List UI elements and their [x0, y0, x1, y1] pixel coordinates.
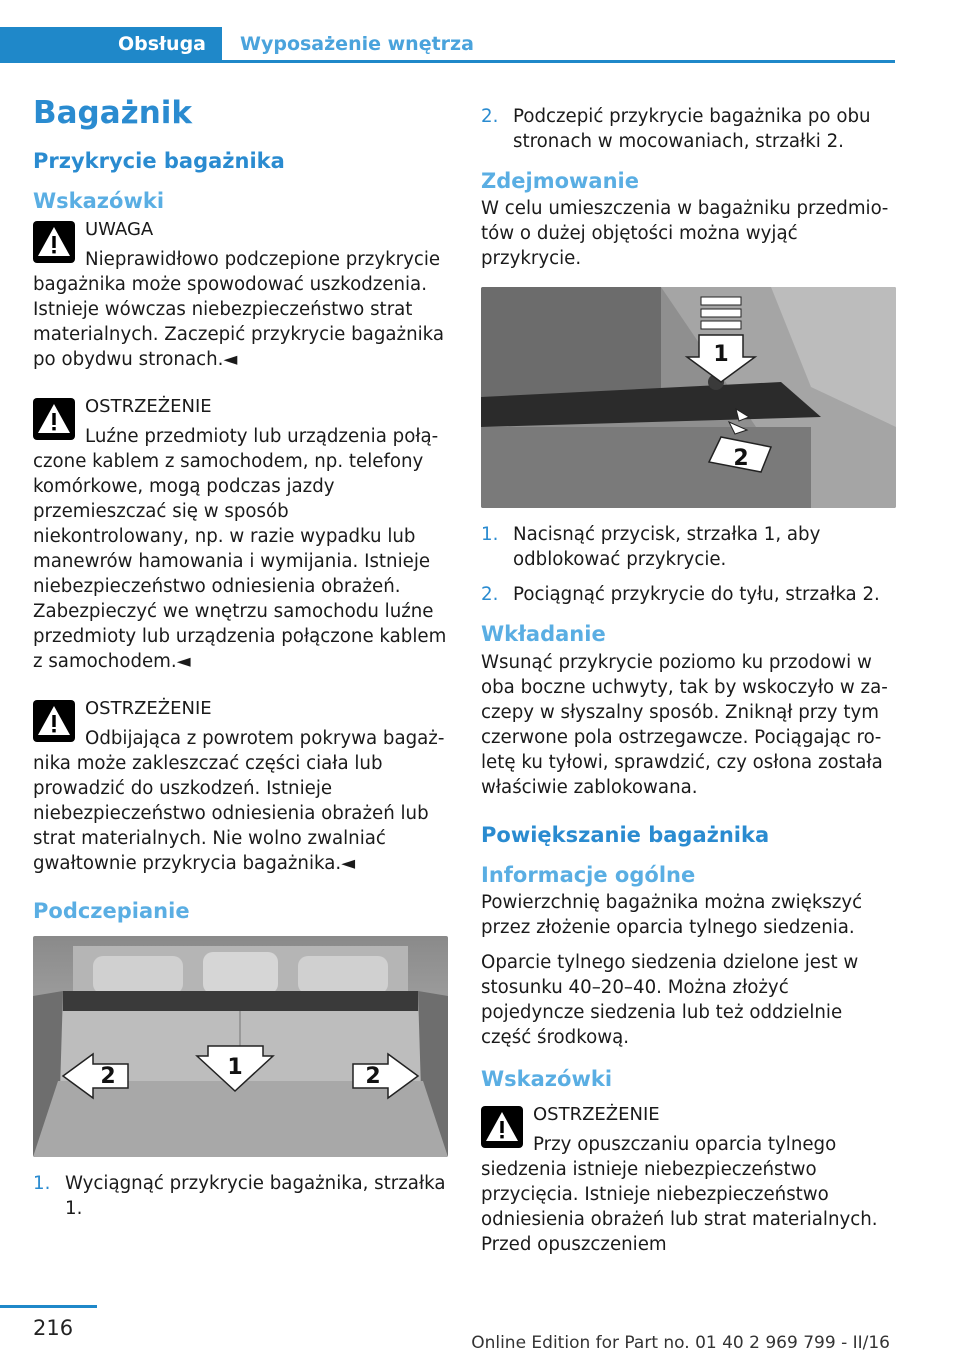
- warning-block-1: [33, 217, 448, 372]
- tab-wyposazenie[interactable]: Wyposażenie wnętrza: [240, 32, 474, 55]
- warning-block-4: [481, 1102, 896, 1257]
- general-text-1: Powierzchnię bagażnika można zwiększyć przez złożenie oparcia tylnego siedzenia.: [481, 892, 863, 938]
- arrow-label: 1: [713, 342, 729, 368]
- notes-heading: Wskazówki: [33, 189, 165, 214]
- warning-block-2: [33, 394, 448, 674]
- step-text: Podczepić przykrycie bagażnika po obu stronach w mocowaniach, strzałki 2.: [513, 106, 871, 152]
- hook-steps: [33, 1171, 448, 1221]
- arrow-label: 2: [733, 446, 749, 472]
- warning-title: OSTRZEŻENIE: [85, 395, 212, 417]
- warning-text: Odbijająca z powrotem pokrywa bagażnika może zakleszczać części ciała lub prowadzić do uszkodzeń. Istnieje niebezpieczeństwo odniesienia obrażeń lub strat materialnych. Nie wolno zwalniać gwałtownie przykrycia bagażnika.◄: [33, 727, 445, 874]
- header-tabbar: [0, 27, 895, 63]
- step-text: Pociągnąć przykrycie do tyłu, strzałka 2.: [513, 584, 880, 606]
- arrow-label: 1: [227, 1054, 243, 1080]
- step-number: 2.: [481, 584, 499, 606]
- insert-text: Wsunąć przykrycie poziomo ku przodowi w oba boczne uchwyty, tak by wskoczyło w zaczepy w słyszalny sposób. Zniknął przy tym czerwone pola ostrzegawcze. Pociągając roletę ku tyłowi, sprawdzić, czy osłona została właściwie zablokowana.: [481, 651, 888, 798]
- step-number: 1.: [33, 1172, 51, 1194]
- trunk-cover-removal-photo: [481, 287, 896, 508]
- general-heading: Informacje ogólne: [481, 862, 696, 887]
- warning-triangle-icon: [481, 1106, 523, 1148]
- warning-triangle-icon: [33, 221, 75, 263]
- remove-steps: [481, 522, 896, 607]
- warning-title: OSTRZEŻENIE: [533, 1104, 660, 1126]
- hook-steps-cont: [481, 104, 896, 154]
- page-title: Bagażnik: [33, 95, 193, 131]
- left-column: [33, 95, 448, 1231]
- list-item: [481, 104, 896, 154]
- arrow-label: 2: [365, 1063, 381, 1089]
- step-number: 2.: [481, 106, 499, 127]
- warning-block-3: [33, 696, 448, 876]
- step-text: Wyciągnąć przykrycie bagażnika, strzałka 1.: [65, 1172, 446, 1219]
- notes-heading-right: Wskazówki: [481, 1067, 613, 1091]
- warning-text: Nieprawidłowo podczepione przykrycie bagażnika może spowodować uszkodzenia. Istnieje wówczas niebezpieczeństwo strat materialnych. Zaczepić przykrycie bagażnika po obydwu stronach.◄: [33, 248, 445, 370]
- general-text-2: Oparcie tylnego siedzenia dzielone jest w stosunku 40–20–40. Można złożyć pojedyncze siedzenia lub też oddzielnie część środkową.: [481, 952, 859, 1048]
- warning-text: Przy opuszczaniu oparcia tylnego siedzenia istnieje niebezpieczeństwo przycięcia. Istnieje niebezpieczeństwo odniesienia obrażeń lub strat materialnych. Przed opuszczeniem: [481, 1134, 878, 1256]
- warning-triangle-icon: [33, 700, 75, 742]
- list-item: [481, 582, 896, 607]
- warning-triangle-icon: [33, 398, 75, 440]
- right-column: [481, 104, 896, 1279]
- footer-divider: [0, 1305, 97, 1308]
- hook-heading: Podczepianie: [33, 898, 190, 923]
- list-item: [33, 1171, 448, 1221]
- warning-title: UWAGA: [85, 218, 154, 240]
- remove-heading: Zdejmowanie: [481, 169, 639, 193]
- enlarge-heading: Powiększanie bagażnika: [481, 822, 770, 847]
- warning-text: Luźne przedmioty lub urządzenia połączone kablem z samochodem, np. telefony komórkowe, mogą podczas jazdy przemieszczać się w sposób niekontrolowany, np. w razie wypadku lub manewrów hamowania i wymijania. Istnieje niebezpieczeństwo odniesienia obrażeń. Zabezpieczyć we wnętrzu samochodu luźne przedmioty lub urządzenia połączone kablem z samochodem.◄: [33, 425, 447, 672]
- step-text: Nacisnąć przycisk, strzałka 1, aby odblokować przykrycie.: [513, 524, 821, 571]
- trunk-cover-photo: [33, 936, 448, 1157]
- tab-obsluga[interactable]: Obsługa: [0, 27, 222, 60]
- list-item: [481, 522, 896, 572]
- section-title: Przykrycie bagażnika: [33, 149, 285, 174]
- remove-text: W celu umieszczenia w bagażniku przedmiotów o dużej objętości można wyjąć przykrycie.: [481, 198, 889, 270]
- page-number: 216: [33, 1316, 74, 1340]
- step-number: 1.: [481, 524, 499, 546]
- edition-note: Online Edition for Part no. 01 40 2 969 799 - II/16: [471, 1333, 890, 1353]
- arrow-label: 2: [100, 1063, 116, 1089]
- warning-title: OSTRZEŻENIE: [85, 697, 212, 719]
- insert-heading: Wkładanie: [481, 622, 606, 647]
- header-divider: [0, 60, 895, 63]
